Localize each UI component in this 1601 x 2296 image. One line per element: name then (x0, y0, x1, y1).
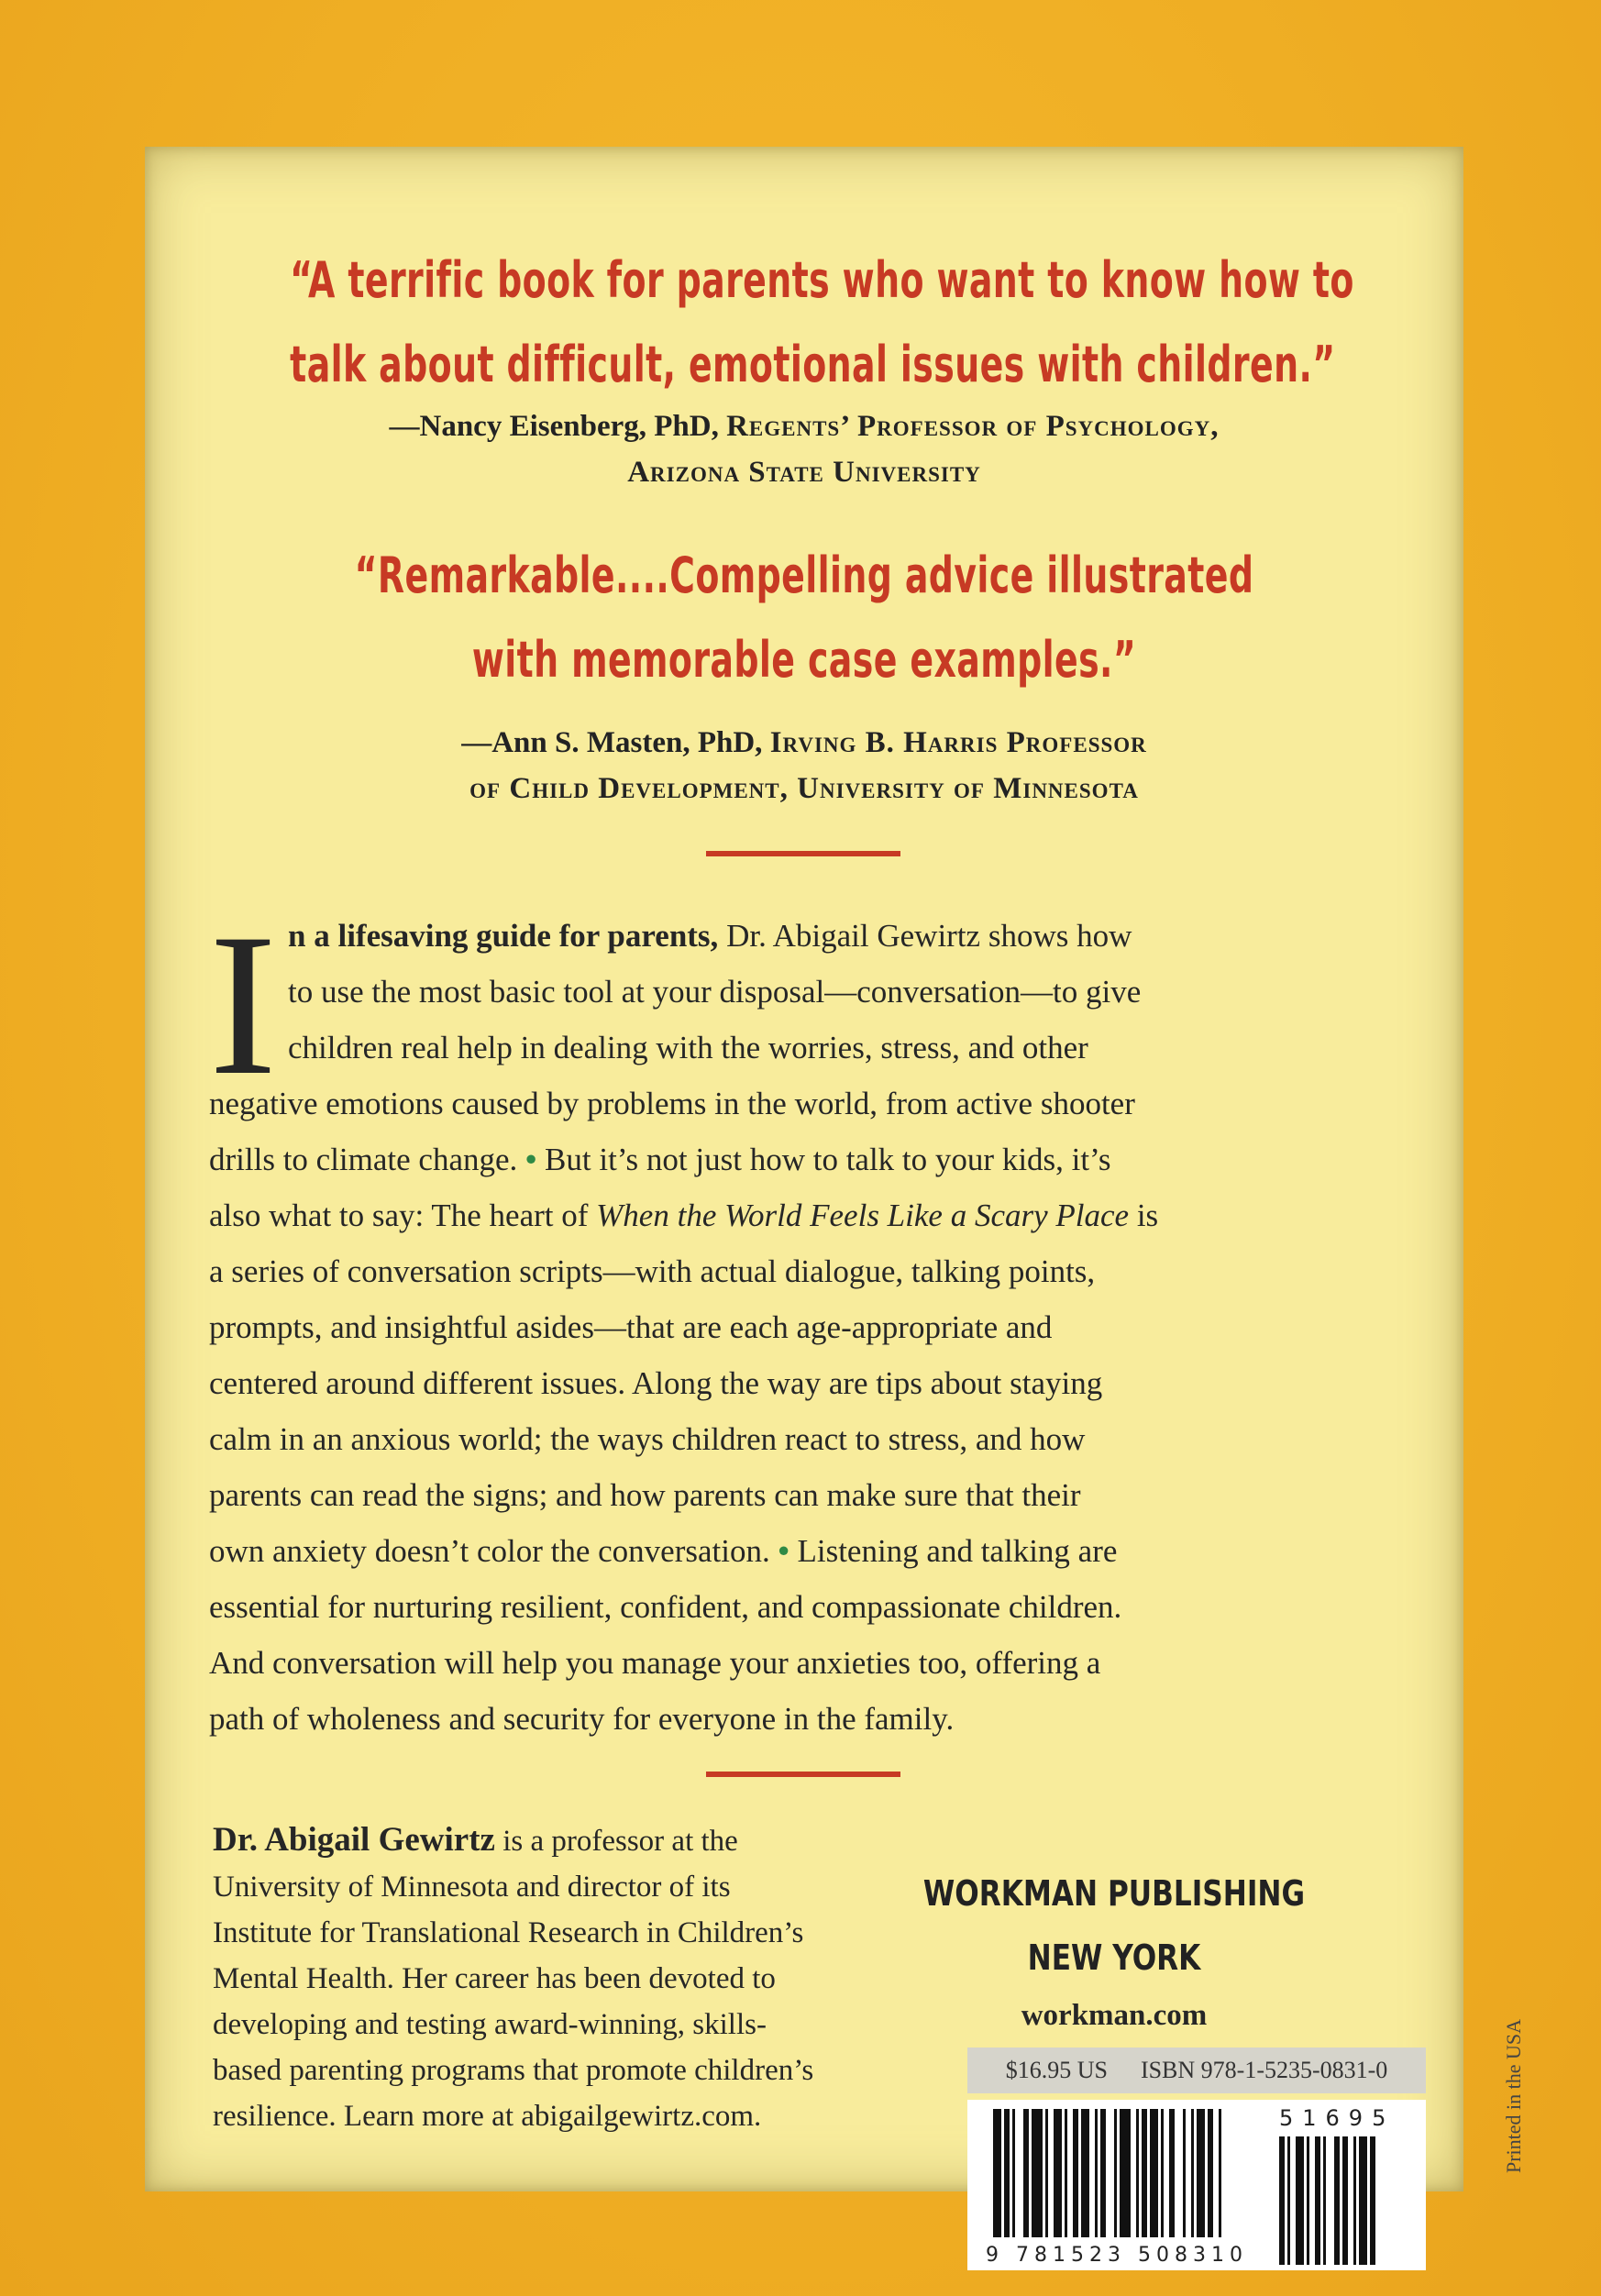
description-lead: n a lifesaving guide for parents, (288, 918, 719, 954)
bio-line-4: Mental Health. Her career has been devoted to (213, 1962, 776, 1995)
description-line-12b: Listening and talking are (789, 1533, 1118, 1569)
description-line-5: drills to climate change. (209, 1142, 518, 1177)
barcode-bar (1219, 2109, 1221, 2237)
barcode-addon-bar (1359, 2136, 1367, 2265)
barcode-bar (1054, 2109, 1062, 2237)
barcode-bar (1120, 2109, 1131, 2237)
barcode-addon-bar (1334, 2136, 1340, 2265)
bullet-separator: • (525, 1142, 537, 1177)
blurb-quote-1-line-1: “A terrific book for parents who want to know how to (290, 251, 1354, 309)
description-line-4: negative emotions caused by problems in the world, from active shooter (209, 1086, 1135, 1121)
divider-rule-1 (706, 851, 900, 856)
publisher-block (844, 1861, 1385, 2041)
barcode-addon-digits: 51695 (1279, 2105, 1396, 2131)
drop-cap: I (209, 892, 277, 1118)
barcode-bar (1169, 2109, 1175, 2237)
barcode-bar (1208, 2109, 1213, 2237)
barcode-addon-bar (1323, 2136, 1326, 2265)
blurb-quote-2 (290, 534, 1319, 702)
blurb-attribution-1 (145, 403, 1463, 495)
bio-line-6: based parenting programs that promote children’s (213, 2054, 814, 2087)
divider-rule-2 (706, 1772, 900, 1777)
attribution-2-name: —Ann S. Masten, PhD, (461, 726, 770, 759)
barcode-bar (1073, 2109, 1078, 2237)
book-title: When the World Feels Like a Scary Place (596, 1198, 1130, 1233)
blurb-quote-1 (290, 238, 1354, 407)
barcode-addon-bar (1287, 2136, 1290, 2265)
description-line-5b: But it’s not just how to talk to your kids, it’s (536, 1142, 1111, 1177)
description-line-10: calm in an anxious world; the ways children react to stress, and how (209, 1421, 1086, 1457)
barcode-bar (1136, 2109, 1139, 2237)
barcode-bar (1197, 2109, 1205, 2237)
barcode-main-digits: 9 781523 508310 (986, 2244, 1248, 2267)
barcode-bar (1114, 2109, 1117, 2237)
bio-line-2: University of Minnesota and director of its (213, 1871, 731, 1904)
blurb-quote-2-line-2: with memorable case examples.” (471, 631, 1137, 689)
barcode-addon-bar (1279, 2136, 1285, 2265)
bio-line-3: Institute for Translational Research in Children’s (213, 1916, 804, 1949)
barcode-addon-bar (1315, 2136, 1320, 2265)
barcode-bar (993, 2109, 1001, 2237)
description-line-6b: is (1129, 1198, 1159, 1233)
attribution-1-name: —Nancy Eisenberg, PhD, (389, 410, 727, 443)
barcode-addon-bar (1296, 2136, 1304, 2265)
bullet-separator: • (778, 1533, 789, 1569)
description-line-2: to use the most basic tool at your disposal—conversation—to give (288, 974, 1142, 1010)
author-bio (213, 1817, 946, 2139)
barcode-bar (1095, 2109, 1098, 2237)
barcode-bar (1081, 2109, 1089, 2237)
description-line-3: children real help in dealing with the worries, stress, and other (288, 1030, 1088, 1065)
barcode-bar (1161, 2109, 1164, 2237)
description-line-11: parents can read the signs; and how parents can make sure that their (209, 1477, 1081, 1513)
description-body (209, 892, 1410, 1747)
description-line-14: And conversation will help you manage your anxieties too, offering a (209, 1645, 1101, 1681)
barcode-addon-bar (1307, 2136, 1309, 2265)
barcode-bar (1100, 2109, 1106, 2237)
bio-line-5: developing and testing award-winning, skills- (213, 2008, 767, 2041)
barcode-bar (1045, 2109, 1048, 2237)
description-line-7: a series of conversation scripts—with actual dialogue, talking points, (209, 1253, 1096, 1289)
blurb-quote-2-line-1: “Remarkable....Compelling advice illustrated (354, 546, 1254, 604)
printed-in-usa: Printed in the USA (1502, 2018, 1525, 2173)
barcode-bar (1012, 2109, 1015, 2237)
barcode-addon-bar (1353, 2136, 1356, 2265)
isbn-label: ISBN 978-1-5235-0831-0 (1140, 2057, 1388, 2083)
blurb-attribution-2 (145, 720, 1463, 811)
description-line-15: path of wholeness and security for everyone in the family. (209, 1701, 955, 1737)
publisher-city: NEW YORK (1027, 1937, 1201, 1978)
attribution-2-title: Irving B. Harris Professor (769, 726, 1147, 759)
description-line-12a: own anxiety doesn’t color the conversation. (209, 1533, 770, 1569)
publisher-website: workman.com (1021, 1999, 1208, 2032)
barcode-bar (1065, 2109, 1067, 2237)
barcode-bar (1191, 2109, 1194, 2237)
blurb-quote-1-line-2: talk about difficult, emotional issues with children.” (290, 336, 1336, 393)
barcode-bar (1142, 2109, 1147, 2237)
attribution-2-affiliation: of Child Development, University of Minnesota (469, 772, 1139, 805)
description-line-9: centered around different issues. Along the way are tips about staying (209, 1365, 1103, 1401)
barcode-addon-bar (1342, 2136, 1348, 2265)
publisher-name: WORKMAN PUBLISHING (922, 1873, 1306, 1914)
barcode-bar (1150, 2109, 1158, 2237)
author-name: Dr. Abigail Gewirtz (213, 1821, 495, 1859)
attribution-1-title: Regents’ Professor of Psychology, (726, 410, 1220, 443)
barcode-bar (1004, 2109, 1010, 2237)
barcode-addon-bar (1370, 2136, 1375, 2265)
attribution-1-affiliation: Arizona State University (627, 456, 981, 489)
price-isbn-strip (967, 2048, 1426, 2093)
barcode (967, 2100, 1426, 2270)
bio-line-7: resilience. Learn more at abigailgewirtz.com. (213, 2100, 762, 2133)
description-line-6a: also what to say: The heart of (209, 1198, 597, 1233)
barcode-bar (1183, 2109, 1186, 2237)
price-label: $16.95 US (1005, 2057, 1108, 2083)
bio-line-1: is a professor at the (494, 1825, 738, 1858)
barcode-bar (1032, 2109, 1043, 2237)
description-line-1: Dr. Abigail Gewirtz shows how (718, 918, 1132, 954)
barcode-bar (1023, 2109, 1029, 2237)
description-line-13: essential for nurturing resilient, confident, and compassionate children. (209, 1589, 1122, 1625)
description-line-8: prompts, and insightful asides—that are each age-appropriate and (209, 1309, 1053, 1345)
